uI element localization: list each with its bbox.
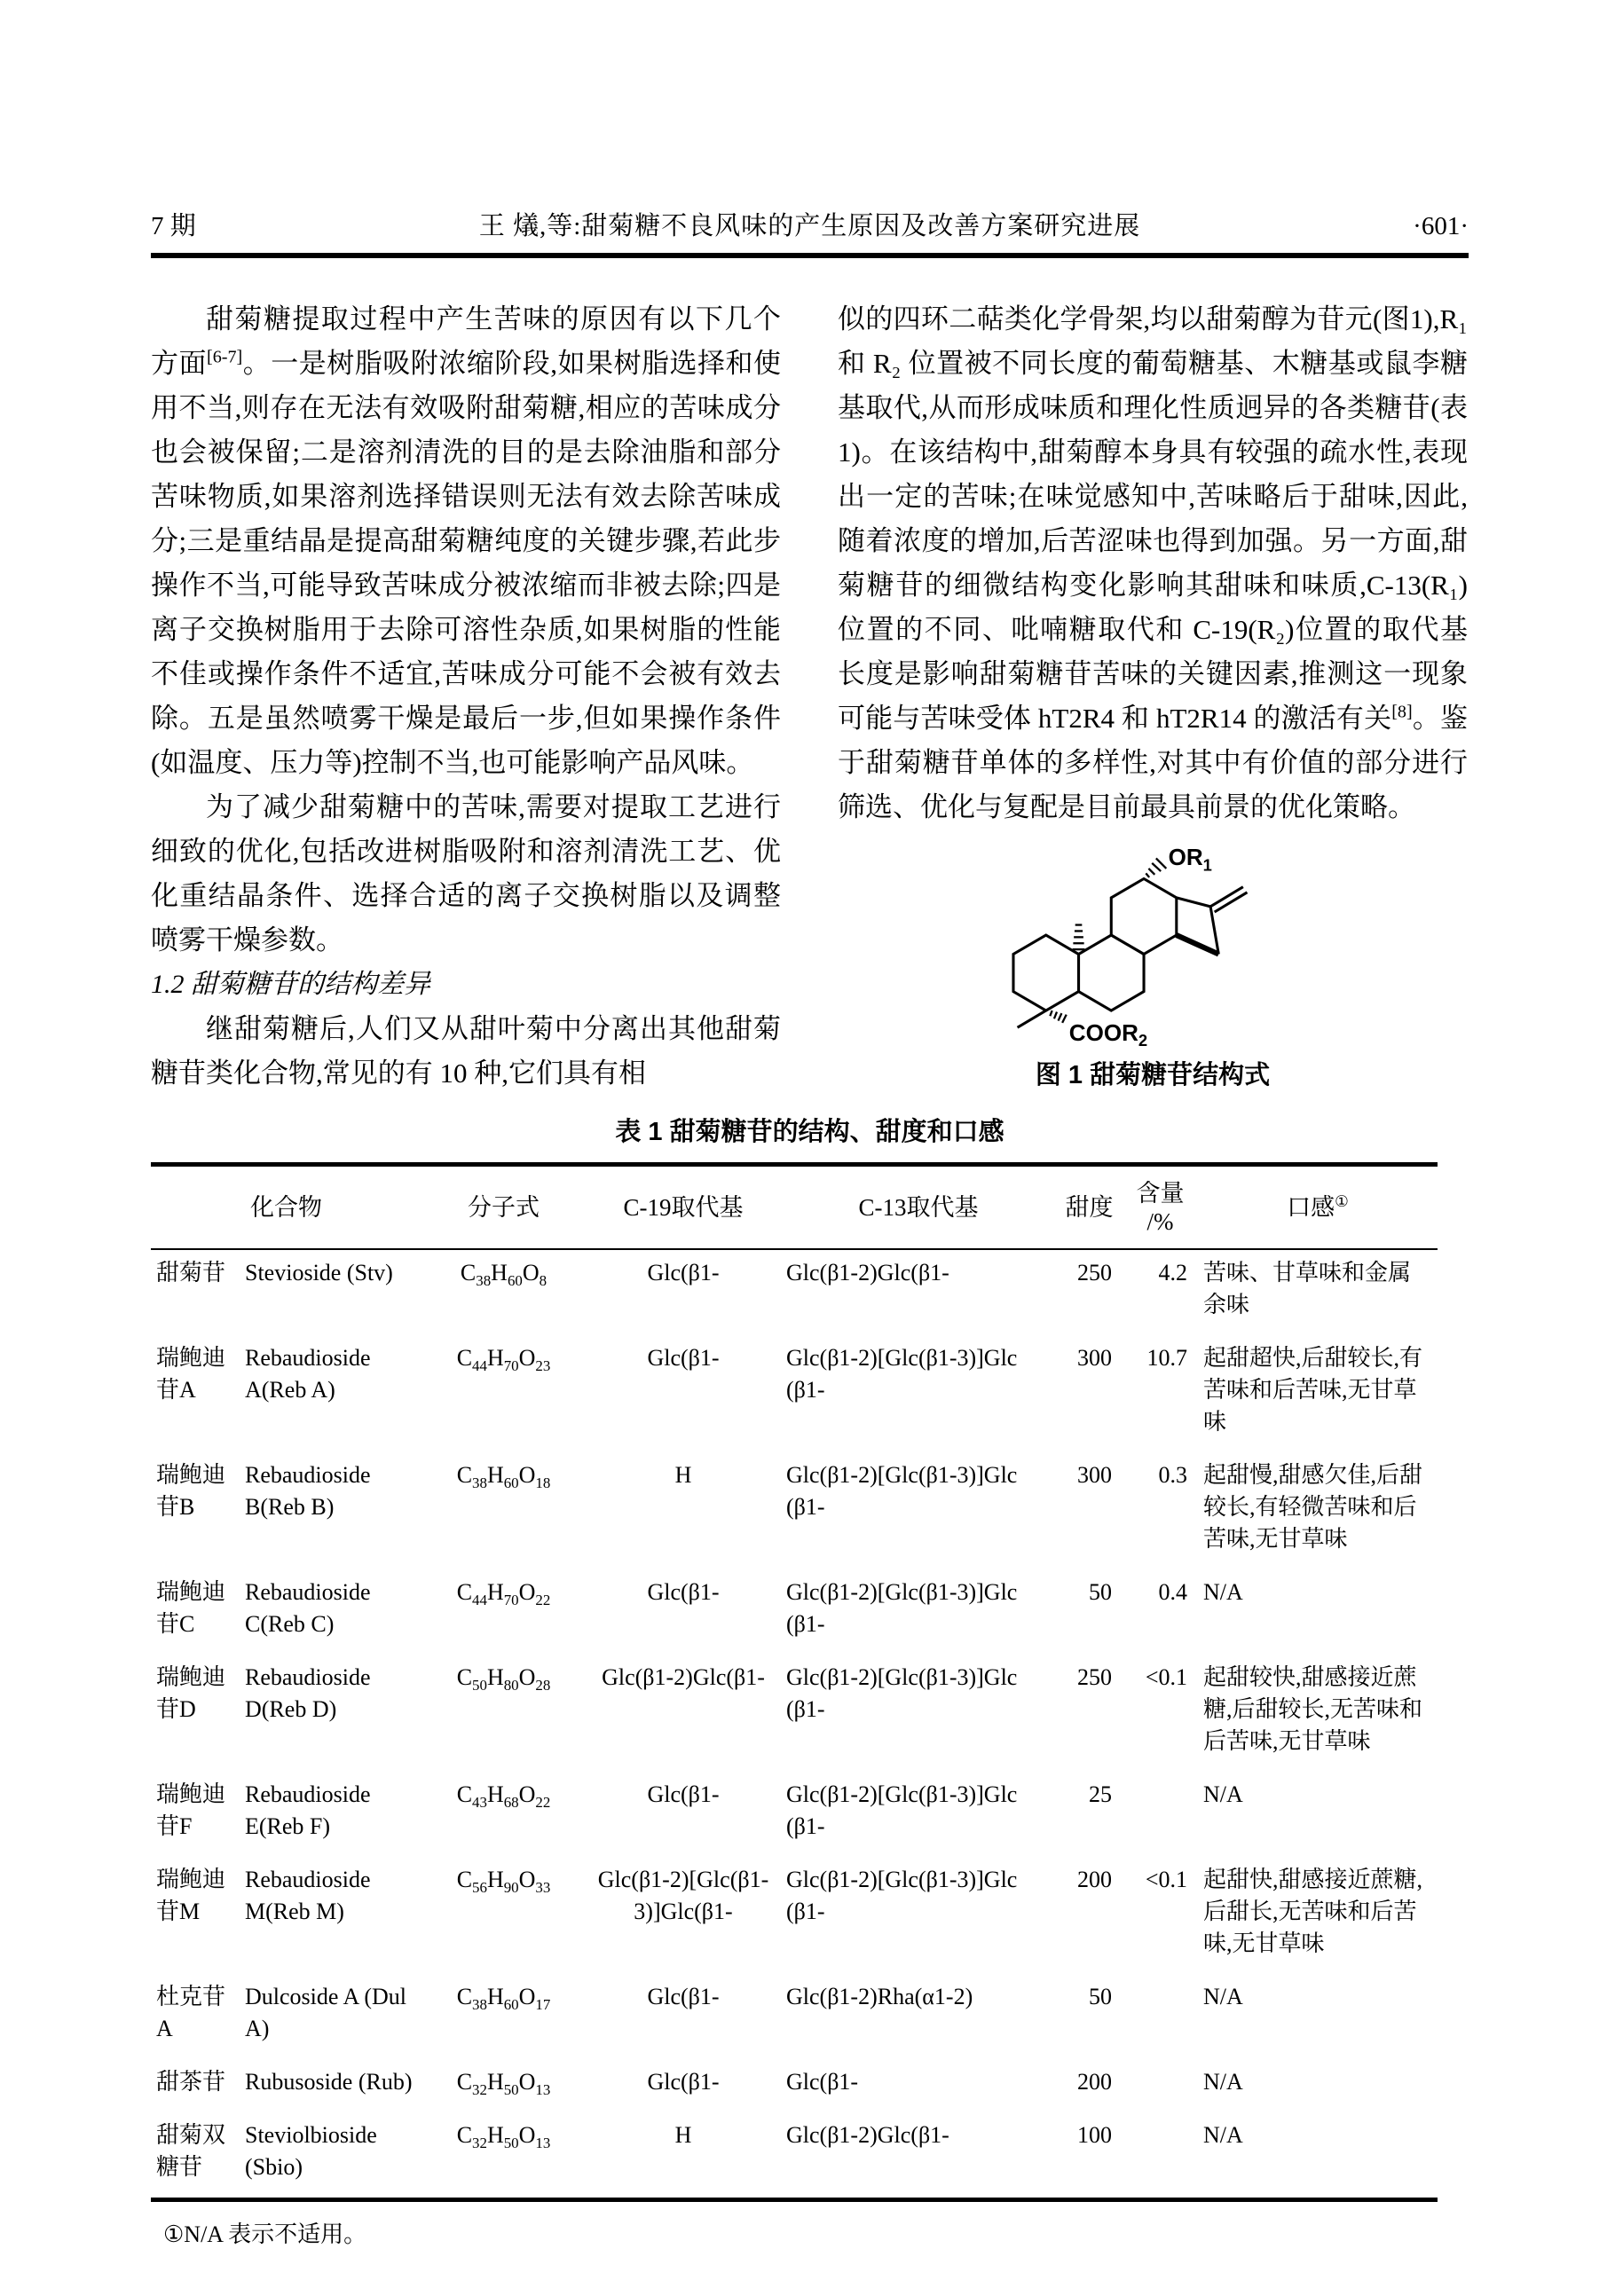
cell-formula: $C_{44}H_{70}O_{22}$ xyxy=(456,1579,551,1609)
cell-taste: N/A xyxy=(1203,1781,1243,1807)
cell-c19: Glc(β1-2)Glc(β1- xyxy=(602,1664,765,1690)
cell-sweet: 100 xyxy=(1077,2122,1112,2148)
table-1-block xyxy=(151,1112,1469,2249)
cell-cn: 瑞鲍迪苷A xyxy=(156,1345,226,1403)
left-column xyxy=(151,297,781,1097)
running-title: 王 燨,等:甜菊糖不良风味的产生原因及改善方案研究进展 xyxy=(478,212,1141,240)
table-row xyxy=(151,2059,1438,2112)
cell-sweet: 200 xyxy=(1077,1867,1112,1892)
cell-formula: $C_{32}H_{50}O_{13}$ xyxy=(456,2122,551,2152)
cell-content: 0.4 xyxy=(1158,1579,1187,1605)
cell-content xyxy=(1123,1772,1198,1857)
cell-taste: 起甜超快,后甜较长,有苦味和后苦味,无甘草味 xyxy=(1203,1345,1423,1435)
cell-content: 4.2 xyxy=(1158,1260,1187,1286)
page-content xyxy=(151,206,1469,2272)
cell-sweet: 300 xyxy=(1077,1462,1112,1488)
cell-taste: N/A xyxy=(1203,1984,1243,2009)
table-row xyxy=(151,1452,1438,1569)
header-compound: 化合物 xyxy=(151,1165,421,1250)
bridge-bold-bond xyxy=(1177,935,1218,954)
cell-content: <0.1 xyxy=(1145,1867,1187,1892)
paragraph: 似的四环二萜类化学骨架,均以甜菊醇为苷元(图1),R₁ 和 R₂ 位置被不同长度的葡萄糖基、木糖基或鼠李糖基取代,从而形成味质和理化性质迥异的各类糖苷(表1)。在该结构中,甜菊醇本身具有较强的疏水性,表现出一定的苦味;在味觉感知中,苦味略后于甜味,因此,随着浓度的增加,后苦涩味也得到加强。另一方面,甜菊糖苷的细微结构变化影响其甜味和味质,C-13(R₁)位置的不同、吡喃糖取代和 C-19(R₂)位置的取代基长度是影响甜菊糖苷苦味的关键因素,推测这一现象可能与苦味受体 hT2R4 和 hT2R14 的激活有关[8]。鉴于甜菊糖苷单体的多样性,对其中有价值的部分进行筛选、优化与复配是目前最具前景的优化策略。 xyxy=(838,303,1468,822)
cell-taste: 苦味、甘草味和金属余味 xyxy=(1203,1260,1412,1317)
table-row xyxy=(151,2112,1438,2200)
ring-a xyxy=(1013,935,1079,1010)
coor2-hash-bond xyxy=(1050,1010,1066,1023)
cell-formula: $C_{43}H_{68}O_{22}$ xyxy=(456,1781,551,1812)
header-c13: C-13取代基 xyxy=(781,1165,1056,1250)
cell-content xyxy=(1123,1974,1198,2059)
cell-c19: Glc(β1- xyxy=(647,1260,720,1286)
cell-sweet: 250 xyxy=(1077,1664,1112,1690)
header-c19: C-19取代基 xyxy=(586,1165,781,1250)
header-sweetness: 甜度 xyxy=(1056,1165,1123,1250)
cell-cn: 瑞鲍迪苷F xyxy=(156,1781,226,1839)
paragraph: 为了减少甜菊糖中的苦味,需要对提取工艺进行细致的优化,包括改进树脂吸附和溶剂清洗工艺、优化重结晶条件、选择合适的离子交换树脂以及调整喷雾干燥参数。 xyxy=(151,791,781,955)
cell-cn: 甜菊双糖苷 xyxy=(156,2122,226,2180)
cell-sweet: 250 xyxy=(1077,1260,1112,1286)
cell-c13: Glc(β1-2)[Glc(β1-3)]Glc(β1- xyxy=(786,1462,1018,1520)
cell-cn: 瑞鲍迪苷D xyxy=(156,1664,226,1722)
cell-c19: Glc(β1- xyxy=(647,1345,720,1371)
cell-taste: 起甜快,甜感接近蔗糖,后甜长,无苦味和后苦味,无甘草味 xyxy=(1203,1867,1423,1956)
cell-cn: 甜茶苷 xyxy=(156,2069,226,2095)
cell-cn: 瑞鲍迪苷B xyxy=(156,1462,226,1520)
cell-cn: 瑞鲍迪苷M xyxy=(156,1867,226,1924)
cell-c19: Glc(β1- xyxy=(647,1781,720,1807)
cell-formula: $C_{32}H_{50}O_{13}$ xyxy=(456,2069,551,2099)
cell-cn: 瑞鲍迪苷C xyxy=(156,1579,226,1637)
figure-1 xyxy=(838,842,1468,1097)
cell-c13: Glc(β1- xyxy=(786,2069,859,2095)
cell-formula: $C_{56}H_{90}O_{33}$ xyxy=(456,1867,551,1897)
cell-c13: Glc(β1-2)Glc(β1- xyxy=(786,1260,949,1286)
figure-caption: 图 1 甜菊糖苷结构式 xyxy=(1035,1061,1271,1089)
table-body xyxy=(151,1249,1438,2200)
table-row xyxy=(151,1772,1438,1857)
cell-formula: $C_{38}H_{60}O_{18}$ xyxy=(456,1462,551,1492)
cell-c19: H xyxy=(674,2122,692,2148)
steviol-structure-diagram xyxy=(993,842,1312,1046)
cell-c13: Glc(β1-2)[Glc(β1-3)]Glc(β1- xyxy=(786,1579,1018,1637)
table-title: 表 1 甜菊糖苷的结构、甜度和口感 xyxy=(615,1118,1004,1146)
cell-c13: Glc(β1-2)[Glc(β1-3)]Glc(β1- xyxy=(786,1867,1018,1924)
paragraph: 甜菊糖提取过程中产生苦味的原因有以下几个方面[6-7]。一是树脂吸附浓缩阶段,如果树脂选择和使用不当,则存在无法有效吸附甜菊糖,相应的苦味成分也会被保留;二是溶剂清洗的目的是去除油脂和部分苦味物质,如果溶剂选择错误则无法有效去除苦味成分;三是重结晶是提高甜菊糖纯度的关键步骤,若此步操作不当,可能导致苦味成分被浓缩而非被去除;四是离子交换树脂用于去除可溶性杂质,如果树脂的性能不佳或操作条件不适宜,苦味成分可能不会被有效去除。五是虽然喷雾干燥是最后一步,但如果操作条件(如温度、压力等)控制不当,也可能影响产品风味。 xyxy=(151,303,781,778)
cell-c13: Glc(β1-2)[Glc(β1-3)]Glc(β1- xyxy=(786,1664,1018,1722)
methyl-hash-bond xyxy=(1073,925,1085,950)
table-row xyxy=(151,1655,1438,1772)
paragraph: 继甜菊糖后,人们又从甜叶菊中分离出其他甜菊糖苷类化合物,常见的有 10 种,它们具有相 xyxy=(151,1013,781,1089)
cell-en: Rebaudioside D(Reb D) xyxy=(245,1664,371,1722)
table-row xyxy=(151,1974,1438,2059)
cell-c19: Glc(β1-2)[Glc(β1-3)]Glc(β1- xyxy=(597,1867,769,1924)
cell-c13: Glc(β1-2)[Glc(β1-3)]Glc(β1- xyxy=(786,1345,1018,1403)
cell-content xyxy=(1123,2059,1198,2112)
cell-en: Rebaudioside E(Reb F) xyxy=(245,1781,371,1839)
cell-c13: Glc(β1-2)[Glc(β1-3)]Glc(β1- xyxy=(786,1781,1018,1839)
c4-methyl-bond xyxy=(1018,1010,1046,1027)
cell-en: Rebaudioside A(Reb A) xyxy=(245,1345,371,1403)
cell-sweet: 50 xyxy=(1089,1579,1112,1605)
ring-c xyxy=(1111,878,1177,954)
cell-taste: 起甜慢,甜感欠佳,后甜较长,有轻微苦味和后苦味,无甘草味 xyxy=(1203,1462,1423,1552)
cell-content: 10.7 xyxy=(1146,1345,1187,1371)
cell-en: Rebaudioside C(Reb C) xyxy=(245,1579,371,1637)
header-rule xyxy=(151,253,1469,258)
header-formula: 分子式 xyxy=(421,1165,586,1250)
cell-taste: N/A xyxy=(1203,2069,1243,2095)
cell-sweet: 200 xyxy=(1077,2069,1112,2095)
glycoside-table xyxy=(151,1162,1438,2202)
cell-formula: $C_{38}H_{60}O_8$ xyxy=(460,1260,548,1290)
table-row xyxy=(151,1569,1438,1655)
cell-c19: Glc(β1- xyxy=(647,1579,720,1605)
cell-en: Steviolbioside (Sbio) xyxy=(245,2122,377,2180)
or1-label: $OR_1$ xyxy=(1168,844,1212,875)
or1-hash-bond xyxy=(1146,858,1166,877)
cell-formula: $C_{44}H_{70}O_{23}$ xyxy=(456,1345,551,1375)
cell-c19: Glc(β1- xyxy=(647,2069,720,2095)
cell-formula: $C_{50}H_{80}O_{28}$ xyxy=(456,1664,551,1694)
cell-taste: N/A xyxy=(1203,2122,1243,2148)
cell-sweet: 300 xyxy=(1077,1345,1112,1371)
page-number: ·601· xyxy=(1413,212,1469,240)
cell-en: Rebaudioside B(Reb B) xyxy=(245,1462,371,1520)
cell-content xyxy=(1123,2112,1198,2200)
right-column xyxy=(838,297,1468,1097)
table-row xyxy=(151,1335,1438,1452)
cell-en: Rubusoside (Rub) xyxy=(245,2069,413,2095)
cell-sweet: 25 xyxy=(1089,1781,1112,1807)
cell-c13: Glc(β1-2)Glc(β1- xyxy=(786,2122,949,2148)
header-content: 含量 /% xyxy=(1123,1165,1198,1250)
cell-content: 0.3 xyxy=(1158,1462,1187,1488)
ring-b xyxy=(1079,935,1145,1010)
cell-taste: N/A xyxy=(1203,1579,1243,1605)
cell-c19: Glc(β1- xyxy=(647,1984,720,2009)
cell-en: Dulcoside A (Dul A) xyxy=(245,1984,406,2041)
cell-content: <0.1 xyxy=(1145,1664,1187,1690)
coor2-label: $COOR_2$ xyxy=(1068,1018,1148,1046)
cell-en: Stevioside (Stv) xyxy=(245,1260,393,1286)
cell-sweet: 50 xyxy=(1089,1984,1112,2009)
cell-taste: 起甜较快,甜感接近蔗糖,后甜较长,无苦味和后苦味,无甘草味 xyxy=(1203,1664,1423,1754)
running-head xyxy=(151,206,1469,242)
issue-number: 7 期 xyxy=(151,212,196,240)
table-row xyxy=(151,1857,1438,1974)
table-row xyxy=(151,1249,1438,1335)
cell-formula: $C_{38}H_{60}O_{17}$ xyxy=(456,1984,551,2014)
cell-c19: H xyxy=(674,1462,692,1488)
cell-en: Rebaudioside M(Reb M) xyxy=(245,1867,371,1924)
table-footnote: ①N/A 表示不适用。 xyxy=(163,2221,367,2247)
cell-c13: Glc(β1-2)Rha(α1-2) xyxy=(786,1984,973,2009)
cell-cn: 甜菊苷 xyxy=(156,1260,226,1286)
body-columns xyxy=(151,297,1469,1097)
header-taste: 口感① xyxy=(1198,1165,1438,1250)
section-heading: 1.2 甜菊糖苷的结构差异 xyxy=(151,970,430,999)
cell-cn: 杜克苷A xyxy=(156,1984,226,2041)
table-header xyxy=(151,1165,1438,1250)
